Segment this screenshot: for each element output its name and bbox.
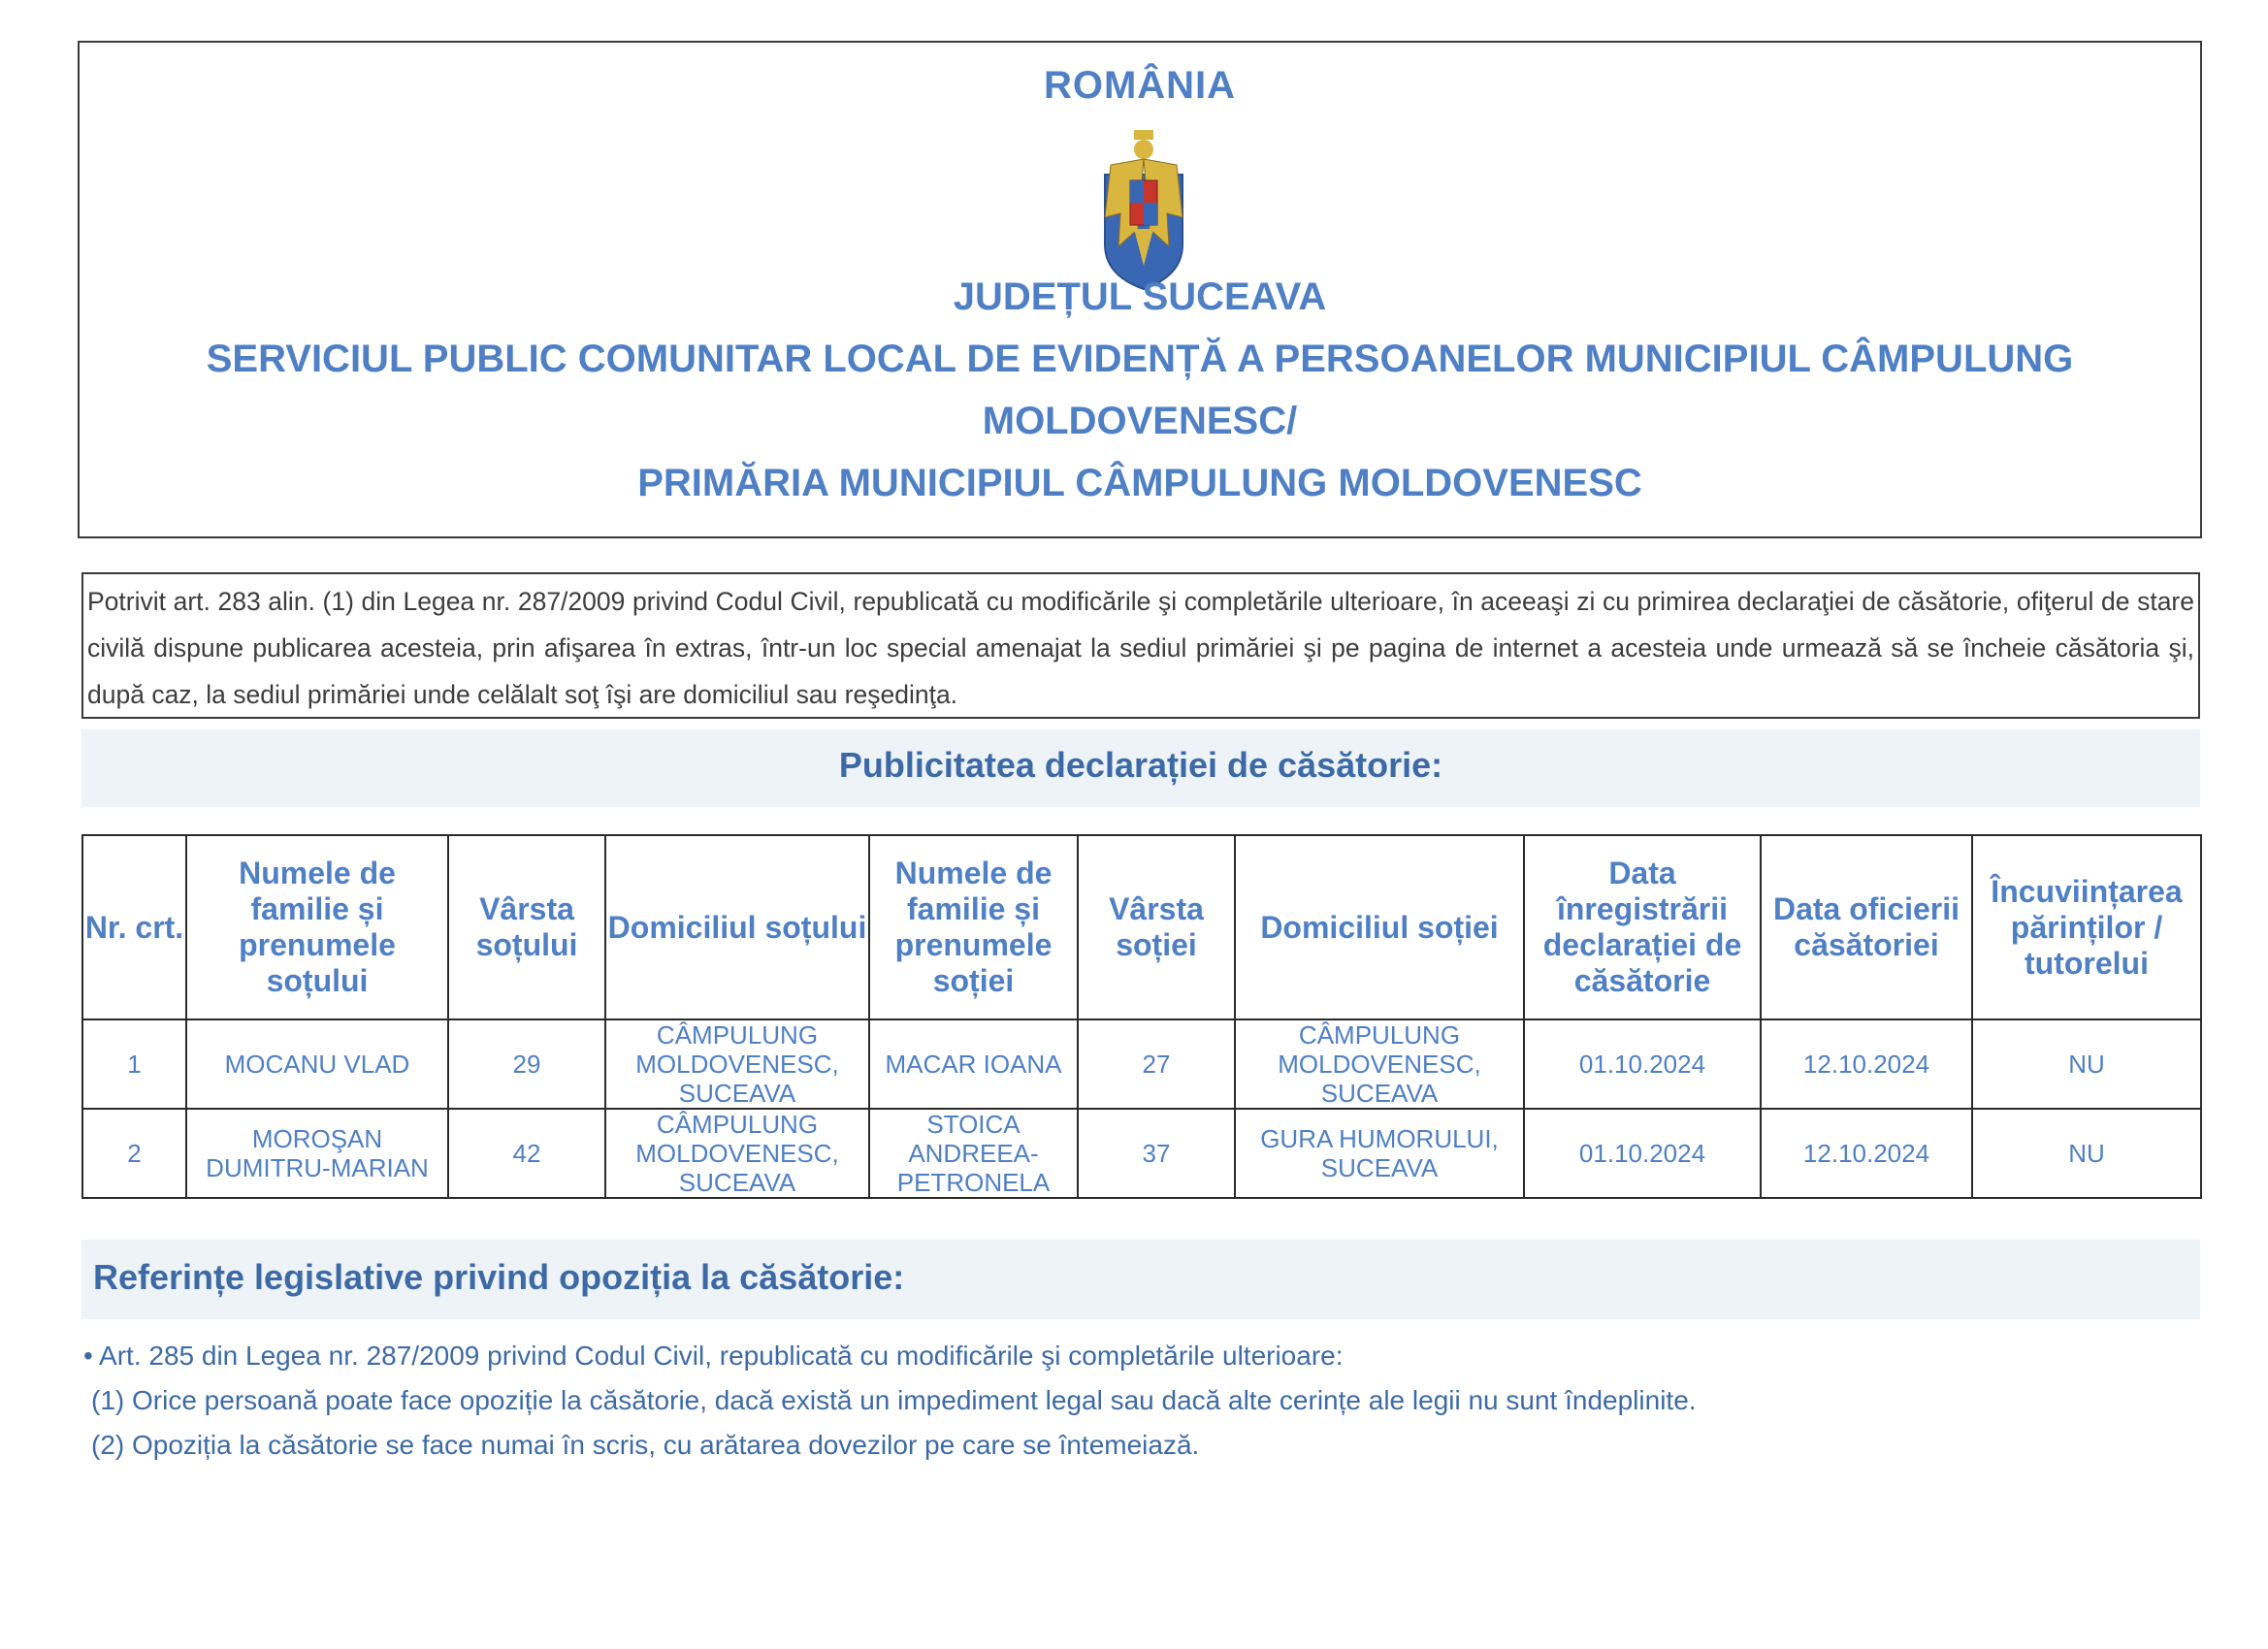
marriage-declarations-table: [81, 834, 2202, 1199]
table-cell: 37: [1078, 1109, 1235, 1198]
column-header: Data înregistrării declarației de căsătorie: [1524, 835, 1761, 1019]
table-header-row: [82, 835, 2201, 1019]
legal-intro-paragraph: Potrivit art. 283 alin. (1) din Legea nr. 287/2009 privind Codul Civil, republicată cu modificările şi completările ulterioare, în aceeaşi zi cu primirea declaraţiei de căsătorie, ofiţerul de stare civilă dispune publicarea acesteia, prin afişarea în extras, într-un loc special amenajat la sediul primăriei şi pe pagina de internet a acesteia unde urmează să se încheie căsătoria şi, după caz, la sediul primăriei unde celălalt soţ îşi are domiciliul sau reşedinţa.: [81, 572, 2200, 719]
table-cell: NU: [1972, 1109, 2201, 1198]
references-title: Referințe legislative privind opoziția la căsătorie:: [93, 1257, 905, 1297]
country-title: ROMÂNIA: [1043, 64, 1237, 107]
table-row: [82, 1019, 2201, 1109]
service-title-line2: MOLDOVENESC/: [982, 400, 1298, 442]
column-header: Încuviințarea părinților / tutorelui: [1972, 835, 2201, 1019]
column-header: Data oficierii căsătoriei: [1761, 835, 1972, 1019]
reference-line: (1) Orice persoană poate face opoziție la căsătorie, dacă există un impediment legal sau dacă alte cerințe ale legii nu sunt îndeplinite.: [91, 1385, 1697, 1415]
table-cell: MOROŞAN DUMITRU-MARIAN: [186, 1109, 448, 1198]
table-cell: CÂMPULUNG MOLDOVENESC, SUCEAVA: [1235, 1019, 1524, 1109]
table-row: [82, 1109, 2201, 1198]
table-cell: 1: [82, 1019, 186, 1109]
publication-title: Publicitatea declarației de căsătorie:: [838, 745, 1443, 785]
column-header: Vârsta soției: [1078, 835, 1235, 1019]
table-cell: CÂMPULUNG MOLDOVENESC, SUCEAVA: [605, 1019, 869, 1109]
table-cell: MOCANU VLAD: [186, 1019, 448, 1109]
table-cell: CÂMPULUNG MOLDOVENESC, SUCEAVA: [605, 1109, 869, 1198]
header-box: [78, 41, 2202, 538]
column-header: Vârsta soțului: [448, 835, 605, 1019]
table-cell: 12.10.2024: [1761, 1109, 1972, 1198]
county-title: JUDEȚUL SUCEAVA: [953, 275, 1327, 318]
column-header: Nr. crt.: [82, 835, 186, 1019]
reference-line: (2) Opoziția la căsătorie se face numai în scris, cu arătarea dovezilor pe care se întemeiază.: [91, 1430, 1200, 1460]
table-cell: 29: [448, 1019, 605, 1109]
column-header: Domiciliul soțului: [605, 835, 869, 1019]
column-header: Numele de familie și prenumele soției: [869, 835, 1078, 1019]
table-cell: 2: [82, 1109, 186, 1198]
table-cell: GURA HUMORULUI, SUCEAVA: [1235, 1109, 1524, 1198]
column-header: Domiciliul soției: [1235, 835, 1524, 1019]
table-cell: 01.10.2024: [1524, 1019, 1761, 1109]
romania-coat-of-arms-icon: [1095, 120, 1192, 295]
table-cell: NU: [1972, 1019, 2201, 1109]
table-cell: MACAR IOANA: [869, 1019, 1078, 1109]
table-cell: 01.10.2024: [1524, 1109, 1761, 1198]
table-cell: 27: [1078, 1019, 1235, 1109]
table-cell: STOICA ANDREEA-PETRONELA: [869, 1109, 1078, 1198]
table-cell: 42: [448, 1109, 605, 1198]
table-cell: 12.10.2024: [1761, 1019, 1972, 1109]
column-header: Numele de familie și prenumele soțului: [186, 835, 448, 1019]
reference-line: • Art. 285 din Legea nr. 287/2009 privind Codul Civil, republicată cu modificările şi completările ulterioare:: [83, 1341, 1344, 1371]
town-hall-title: PRIMĂRIA MUNICIPIUL CÂMPULUNG MOLDOVENESC: [637, 462, 1642, 504]
service-title-line1: SERVICIUL PUBLIC COMUNITAR LOCAL DE EVIDENȚĂ A PERSOANELOR MUNICIPIUL CÂMPULUNG: [206, 338, 2074, 380]
